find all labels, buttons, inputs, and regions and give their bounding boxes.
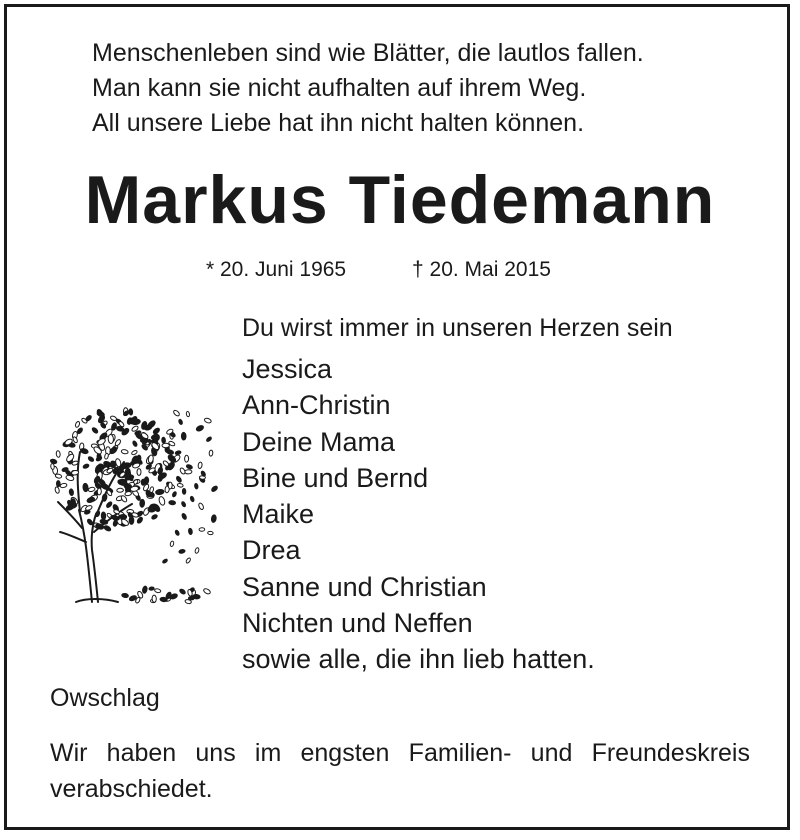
- leaf: [50, 458, 58, 464]
- leaf: [50, 463, 54, 469]
- leaf: [108, 434, 114, 443]
- leaf: [179, 588, 186, 595]
- leaf: [186, 411, 190, 417]
- leaf: [131, 450, 138, 456]
- leaf: [97, 488, 101, 495]
- leaf: [148, 508, 155, 512]
- leaf: [117, 488, 124, 492]
- leaf: [162, 443, 169, 447]
- leaf: [103, 525, 111, 532]
- leaf: [182, 488, 186, 494]
- death-date: † 20. Mai 2015: [412, 258, 551, 281]
- leaf: [75, 421, 81, 428]
- leaf: [96, 456, 103, 462]
- poem-line: Menschenleben sind wie Blätter, die lautlos fallen.: [92, 39, 644, 67]
- leaf: [198, 502, 204, 510]
- leaf: [132, 440, 138, 447]
- leaf: [179, 549, 186, 554]
- mourners-list: [242, 351, 595, 678]
- mourner-entry: Bine und Bernd: [242, 462, 429, 493]
- leaf: [190, 496, 195, 502]
- leaf: [91, 427, 98, 434]
- mourner-entry: Jessica: [242, 354, 333, 384]
- leaf: [211, 515, 217, 523]
- leaf: [114, 439, 121, 447]
- leaf: [140, 438, 147, 442]
- leaf: [177, 483, 183, 488]
- leaf: [121, 449, 128, 454]
- leaf: [178, 419, 183, 425]
- deceased-name: Markus Tiedemann: [84, 162, 716, 238]
- leaf: [137, 469, 141, 476]
- leaf: [149, 486, 154, 492]
- leaf: [176, 476, 183, 483]
- leaf: [95, 510, 101, 517]
- leaf: [110, 415, 117, 421]
- leaf: [60, 483, 68, 488]
- leaf: [154, 588, 161, 593]
- mourner-entry: Ann-Christin: [242, 390, 391, 421]
- leaf: [72, 436, 78, 443]
- leaf: [102, 494, 108, 502]
- leaf: [151, 514, 158, 520]
- tree-leaves: [50, 408, 218, 605]
- leaf: [85, 415, 92, 422]
- leaf: [175, 450, 182, 455]
- leaf: [83, 483, 89, 492]
- leaf: [198, 462, 203, 469]
- leaf: [185, 470, 192, 474]
- mourner-entry: sowie alle, die ihn lieb hatten.: [242, 644, 595, 675]
- mourner-entry: Nichten und Neffen: [242, 608, 473, 639]
- leaf: [194, 483, 198, 489]
- leaf: [56, 450, 61, 457]
- leaf: [172, 491, 177, 497]
- leaf: [162, 558, 168, 563]
- leaf: [158, 496, 166, 506]
- leaf: [142, 586, 147, 594]
- leaf: [185, 557, 191, 563]
- leaf: [149, 587, 155, 591]
- mourner-entry: Maike: [242, 499, 315, 530]
- leaf: [168, 482, 172, 489]
- leaf: [155, 489, 164, 495]
- leaf: [160, 597, 168, 602]
- leaf: [88, 487, 96, 493]
- leaf: [181, 501, 186, 507]
- leaf: [141, 479, 145, 485]
- leaf: [80, 448, 89, 455]
- leaf: [147, 420, 157, 429]
- leaf: [55, 474, 62, 479]
- leaf: [106, 501, 113, 508]
- leaf: [170, 541, 174, 547]
- leaf: [86, 518, 93, 525]
- leaf: [86, 496, 95, 503]
- leaf: [101, 512, 106, 520]
- leaf: [204, 417, 212, 423]
- leaf: [203, 588, 211, 595]
- leaf: [152, 595, 156, 602]
- poem-line: Man kann sie nicht aufhalten auf ihrem Weg.: [92, 74, 587, 102]
- leaf: [129, 517, 134, 525]
- leaf: [208, 531, 214, 535]
- leaf: [152, 427, 160, 435]
- leaf: [181, 513, 187, 520]
- leaf: [125, 474, 134, 480]
- leaf: [181, 432, 186, 440]
- leaf: [209, 450, 213, 456]
- leaf: [55, 487, 60, 494]
- leaf: [186, 464, 193, 470]
- leaf: [113, 516, 120, 520]
- leaf: [161, 437, 165, 443]
- leaf: [206, 436, 212, 442]
- dedication-line: Du wirst immer in unseren Herzen sein: [242, 314, 673, 342]
- leaf: [97, 437, 107, 446]
- leaf: [194, 547, 199, 553]
- leaf: [195, 425, 204, 432]
- mourner-entry: Drea: [242, 535, 301, 566]
- leaf: [122, 593, 129, 598]
- leaf: [104, 453, 109, 459]
- leaf: [175, 530, 180, 536]
- mourner-entry: Deine Mama: [242, 426, 396, 457]
- leaf: [169, 500, 176, 505]
- leaf: [211, 485, 219, 492]
- leaf: [185, 455, 189, 462]
- poem: [92, 36, 644, 141]
- tree-with-falling-leaves-icon: [46, 392, 222, 608]
- leaf: [193, 594, 201, 599]
- place-name: Owschlag: [50, 684, 160, 712]
- poem-line: All unsere Liebe hat ihn nicht halten können.: [92, 109, 585, 137]
- leaf: [188, 528, 193, 535]
- leaf: [199, 528, 205, 532]
- leaf: [56, 481, 60, 487]
- mourner-entry: Sanne und Christian: [242, 571, 487, 602]
- leaf: [88, 456, 95, 462]
- farewell-note: Wir haben uns im engsten Familien- und Freundeskreis verabschiedet.: [50, 739, 750, 803]
- leaf: [158, 474, 163, 482]
- birth-date: * 20. Juni 1965: [206, 258, 347, 281]
- leaf: [179, 467, 186, 475]
- leaf: [96, 411, 104, 418]
- leaf: [83, 463, 90, 469]
- leaf: [109, 446, 118, 455]
- leaf: [173, 409, 181, 417]
- leaf: [69, 489, 74, 496]
- leaf: [140, 499, 145, 507]
